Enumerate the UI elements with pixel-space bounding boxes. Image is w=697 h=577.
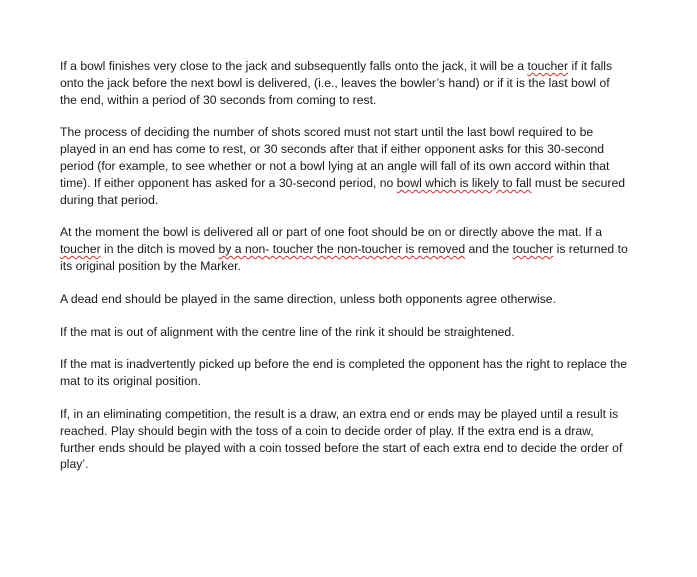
paragraph-text: in the ditch is moved — [100, 242, 219, 257]
paragraph-text: The process of deciding the number of shots scored must not start until the last bowl required to be played in an end has come to rest, or 30 seconds after that if either opponent asks for this 30-second period (for example, to see whether or not a bowl lying at an angle will fall of its own accord within that time). If either opponent has asked for a 30-second period, no — [60, 125, 610, 190]
paragraph-text: must be secured during that period. — [60, 175, 625, 207]
body-paragraph — [60, 124, 628, 208]
paragraph-text: If a bowl finishes very close to the jack and subsequently falls onto the jack, it will be a — [60, 59, 528, 73]
paragraph-text: is returned to its original position by the Marker. — [60, 242, 628, 273]
paragraph-text: If, in an eliminating competition, the result is a draw, an extra end or ends may be played until a result is reached. Play should begin with the toss of a coin to decide order of play. If the extra end is a draw, further ends should be played with a coin tossed before the start of each extra end to decide the order of play’. — [60, 406, 623, 472]
paragraph-text: If the mat is inadvertently picked up before the end is completed the opponent has the right to replace the mat to its original position. — [60, 357, 628, 389]
grammar-flag: bowl which is likely to fall — [396, 175, 532, 190]
paragraph-text: At the moment the bowl is delivered all or part of one foot should be on or directly above the mat. If a — [60, 225, 602, 240]
spelling-flag: toucher — [527, 59, 569, 73]
body-paragraph — [60, 58, 628, 108]
paragraph-text: If the mat is out of alignment with the centre line of the rink it should be straightened. — [60, 324, 515, 339]
paragraph-text: A dead end should be played in the same direction, unless both opponents agree otherwise. — [60, 291, 556, 306]
body-paragraph — [60, 291, 628, 308]
paragraph-text: if it falls onto the jack before the next bowl is delivered, (i.e., leaves the bowler’s hand) or if it is the last bowl of the end, within a period of 30 seconds from coming to rest. — [60, 59, 613, 107]
spelling-flag: toucher — [60, 242, 101, 257]
body-paragraph — [60, 356, 628, 390]
spelling-flag: toucher — [512, 242, 554, 257]
document-page — [60, 58, 628, 489]
body-paragraph — [60, 406, 628, 473]
grammar-flag: by a non- toucher the non-toucher is removed — [218, 242, 466, 257]
body-paragraph — [60, 324, 628, 341]
body-paragraph — [60, 224, 628, 274]
paragraph-text: and the — [465, 242, 513, 257]
